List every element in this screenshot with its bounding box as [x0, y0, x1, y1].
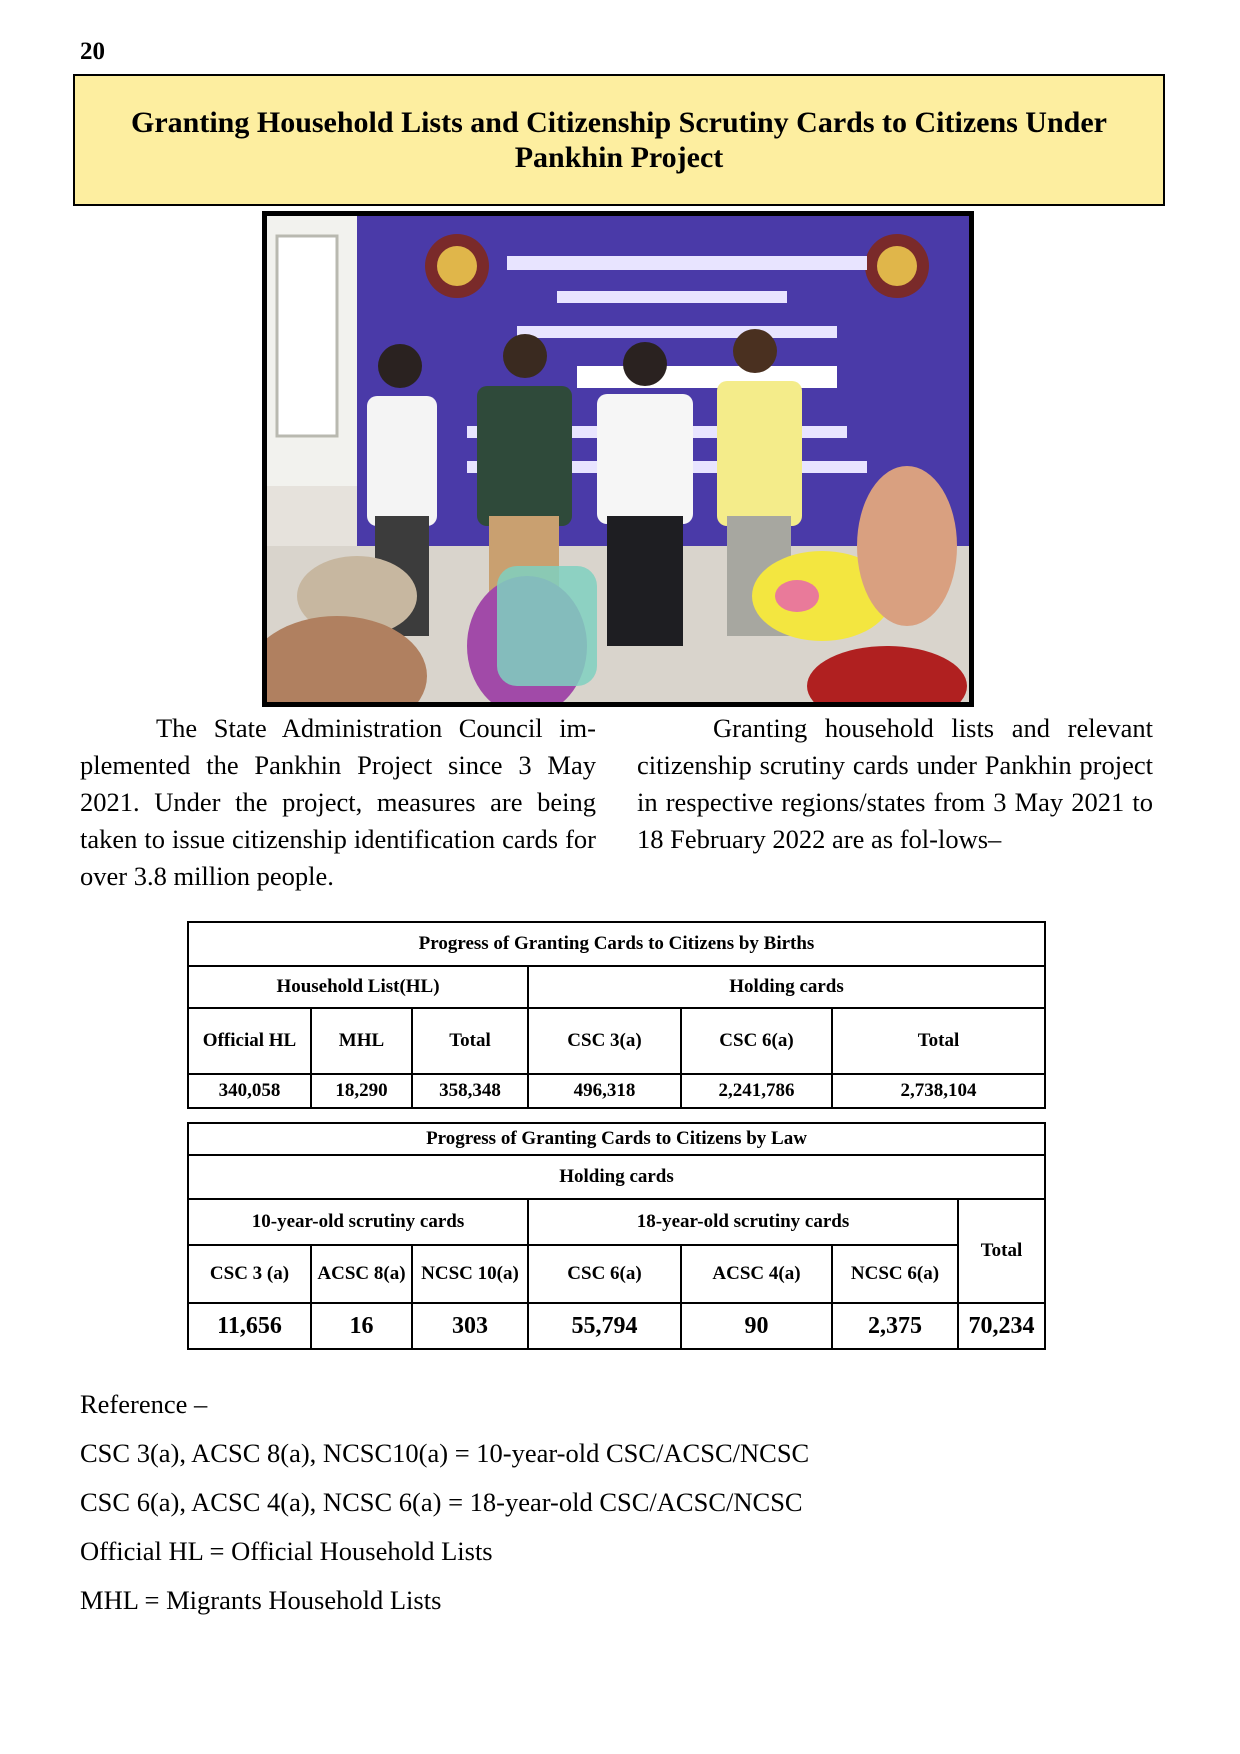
body-text-right	[637, 710, 1153, 858]
table-cell: 18,290	[311, 1074, 412, 1108]
table-cell: 2,738,104	[832, 1074, 1045, 1108]
column-header: CSC 3 (a)	[188, 1245, 311, 1303]
table-cell: 358,348	[412, 1074, 528, 1108]
group-header: Holding cards	[528, 966, 1045, 1008]
table-cell: 2,375	[832, 1303, 958, 1349]
column-header: MHL	[311, 1008, 412, 1074]
column-header: CSC 6(a)	[528, 1245, 681, 1303]
group-header: 10-year-old scrutiny cards	[188, 1199, 528, 1245]
table-subtitle: Holding cards	[188, 1155, 1045, 1199]
column-header: NCSC 10(a)	[412, 1245, 528, 1303]
paragraph: Granting household lists and relevant citizenship scrutiny cards under Pankhin project in respective regions/states from 3 May 2021 to 18 February 2022 are as fol-lows–	[637, 713, 1153, 854]
paragraph: The State Administration Council im-plemented the Pankhin Project since 3 May 2021. Under the project, measures are being taken to issue citizenship identification cards for over 3.8 million people.	[80, 713, 596, 891]
group-header: Household List(HL)	[188, 966, 528, 1008]
page-title: Granting Household Lists and Citizenship Scrutiny Cards to Citizens Under Pankhin Project	[73, 74, 1165, 206]
column-header: Total	[412, 1008, 528, 1074]
table-row	[188, 1303, 1045, 1349]
column-header: CSC 3(a)	[528, 1008, 681, 1074]
event-photo	[262, 211, 974, 707]
group-header: 18-year-old scrutiny cards	[528, 1199, 958, 1245]
births-table	[187, 921, 1046, 1109]
reference-line: CSC 3(a), ACSC 8(a), NCSC10(a) = 10-year-old CSC/ACSC/NCSC	[80, 1438, 810, 1468]
photo-illustration	[267, 216, 969, 702]
column-header: NCSC 6(a)	[832, 1245, 958, 1303]
references	[80, 1380, 809, 1625]
column-header: Total	[832, 1008, 1045, 1074]
column-header: ACSC 4(a)	[681, 1245, 832, 1303]
column-header: Total	[958, 1199, 1045, 1303]
column-header: CSC 6(a)	[681, 1008, 832, 1074]
table-cell: 16	[311, 1303, 412, 1349]
table-cell: 340,058	[188, 1074, 311, 1108]
table-cell: 303	[412, 1303, 528, 1349]
table-title: Progress of Granting Cards to Citizens by Births	[188, 922, 1045, 966]
reference-line: Official HL = Official Household Lists	[80, 1536, 493, 1566]
table-cell: 55,794	[528, 1303, 681, 1349]
column-header: ACSC 8(a)	[311, 1245, 412, 1303]
column-header: Official HL	[188, 1008, 311, 1074]
table-cell: 496,318	[528, 1074, 681, 1108]
page-number: 20	[80, 38, 105, 65]
reference-heading: Reference –	[80, 1389, 208, 1419]
table-cell: 90	[681, 1303, 832, 1349]
reference-line: MHL = Migrants Household Lists	[80, 1585, 442, 1615]
table-cell: 2,241,786	[681, 1074, 832, 1108]
body-text-left	[80, 710, 596, 895]
table-row	[188, 1074, 1045, 1108]
reference-line: CSC 6(a), ACSC 4(a), NCSC 6(a) = 18-year-old CSC/ACSC/NCSC	[80, 1487, 803, 1517]
table-cell: 70,234	[958, 1303, 1045, 1349]
table-title: Progress of Granting Cards to Citizens by Law	[188, 1123, 1045, 1155]
table-cell: 11,656	[188, 1303, 311, 1349]
law-table	[187, 1122, 1046, 1350]
